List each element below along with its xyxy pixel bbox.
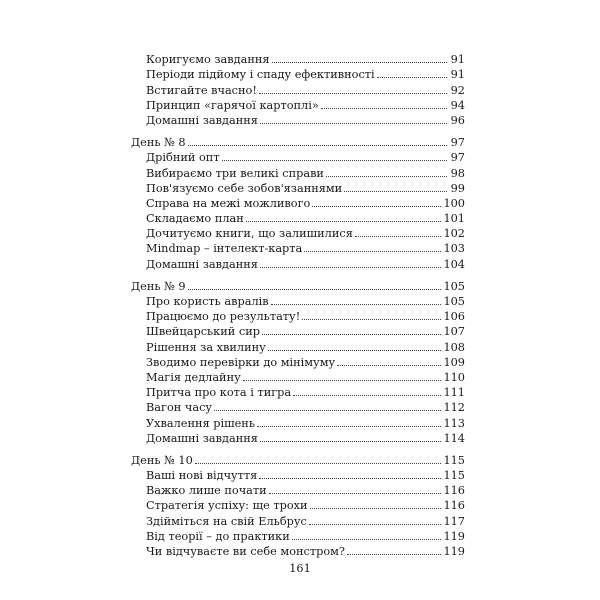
- toc-entry: [131, 225, 465, 240]
- toc-entry-page-number: 97: [450, 151, 465, 165]
- toc-entry-title: Ухвалення рішень: [146, 416, 255, 430]
- toc-entry-page-number: 105: [443, 295, 465, 308]
- toc-entry-title: Зводимо перевірки до мінімуму: [146, 355, 336, 369]
- dot-leader: [260, 123, 447, 124]
- toc-entry-page-number: 106: [443, 310, 465, 324]
- toc-entry: [131, 112, 465, 127]
- toc-entry-title: Періоди підйому і спаду ефективності: [146, 68, 375, 82]
- toc-entry-title: Про користь авралів: [146, 295, 269, 308]
- dot-leader: [271, 304, 442, 305]
- toc-entry-page-number: 99: [450, 181, 465, 195]
- toc-entry-title: Притча про кота і тигра: [146, 386, 292, 400]
- toc-entry-page-number: 116: [443, 499, 465, 513]
- toc-entry-title: Встигайте вчасно!: [146, 83, 257, 97]
- toc-entry-title: Домашні завдання: [146, 257, 258, 271]
- toc-entry-page-number: 94: [450, 98, 465, 112]
- toc-entry-page-number: 96: [450, 113, 465, 127]
- toc-entry-title: Справа на межі можливого: [146, 196, 311, 210]
- toc-entry: [131, 384, 465, 399]
- dot-leader: [310, 508, 442, 509]
- toc-chapter-heading-title: День № 10: [131, 453, 193, 467]
- toc-entry: [131, 210, 465, 225]
- toc-entry: [131, 293, 465, 308]
- toc-entry-page-number: 104: [443, 257, 465, 271]
- dot-leader: [246, 221, 442, 222]
- toc-entry-page-number: 114: [443, 431, 465, 445]
- toc-entry-page-number: 113: [443, 416, 465, 430]
- toc-entry-title: Дочитуємо книги, що залишилися: [146, 227, 353, 241]
- toc-entry-title: Швейцарський сир: [146, 325, 260, 339]
- toc-entry: [131, 255, 465, 270]
- toc-entry: [131, 97, 465, 112]
- dot-leader: [268, 350, 442, 351]
- dot-leader: [214, 410, 441, 411]
- dot-leader: [355, 236, 442, 237]
- toc-entry-title: Домашні завдання: [146, 431, 258, 445]
- dot-leader: [243, 380, 442, 381]
- dot-leader: [321, 108, 447, 109]
- toc-chapter-heading-title: День № 8: [131, 136, 186, 150]
- dot-leader: [377, 77, 447, 78]
- toc-entry: [131, 180, 465, 195]
- toc-entry: [131, 467, 465, 482]
- toc-entry-title: Принцип «гарячої картоплі»: [146, 98, 319, 112]
- dot-leader: [257, 426, 441, 427]
- toc-entry: [131, 354, 465, 369]
- toc-entry-page-number: 101: [443, 212, 465, 226]
- toc-entry: [131, 149, 465, 164]
- dot-leader: [304, 251, 441, 252]
- toc-entry-page-number: 102: [443, 227, 465, 241]
- toc-entry: [131, 81, 465, 96]
- toc-chapter-heading: [131, 134, 465, 149]
- toc-entry-title: Від теорії – до практики: [146, 529, 290, 543]
- toc-entry: [131, 323, 465, 338]
- dot-leader: [222, 160, 447, 161]
- section-divider: [131, 271, 465, 278]
- toc-entry-title: Працюємо до результату!: [146, 310, 301, 324]
- toc-entry-title: Пов'язуємо себе зобов'язаннями: [146, 181, 343, 195]
- dot-leader: [188, 145, 447, 146]
- dot-leader: [293, 395, 441, 396]
- toc-entry-title: Магія дедлайну: [146, 370, 241, 384]
- toc-entry-page-number: 103: [443, 242, 465, 256]
- dot-leader: [337, 365, 441, 366]
- toc-entry: [131, 66, 465, 81]
- toc-entry-title: Стратегія успіху: ще трохи: [146, 499, 308, 513]
- toc-entry-title: Важко лише почати: [146, 484, 267, 498]
- toc-entry: [131, 497, 465, 512]
- section-divider: [131, 445, 465, 452]
- toc-entry: [131, 369, 465, 384]
- toc-entry-title: Mindmap – інтелект-карта: [146, 242, 303, 256]
- dot-leader: [312, 206, 441, 207]
- toc-chapter-heading-page-number: 115: [443, 453, 465, 467]
- toc-chapter-heading: [131, 452, 465, 467]
- toc-entry-title: Вибираємо три великі справи: [146, 166, 324, 180]
- toc-entry-title: Коригуємо завдання: [146, 53, 270, 67]
- dot-leader: [344, 191, 447, 192]
- toc-entry: [131, 528, 465, 543]
- toc-entry: [131, 399, 465, 414]
- toc-entry: [131, 240, 465, 255]
- toc-entry-page-number: 110: [443, 370, 465, 384]
- toc-chapter-heading: [131, 278, 465, 293]
- toc-entry-page-number: 119: [443, 545, 465, 558]
- dot-leader: [269, 493, 442, 494]
- toc-entry-page-number: 116: [443, 484, 465, 498]
- toc-entry-page-number: 107: [443, 325, 465, 339]
- toc-entry-title: Дрібний опт: [146, 151, 220, 165]
- dot-leader: [259, 478, 441, 479]
- toc-entry: [131, 308, 465, 323]
- toc-chapter-heading-page-number: 97: [450, 136, 465, 150]
- toc-entry-page-number: 98: [450, 166, 465, 180]
- toc-entry-page-number: 108: [443, 340, 465, 354]
- toc-entry: [131, 414, 465, 429]
- toc-entry-page-number: 100: [443, 196, 465, 210]
- toc-entry: [131, 512, 465, 527]
- dot-leader: [262, 334, 441, 335]
- toc-entry-page-number: 117: [443, 514, 465, 528]
- toc-entry-title: Здійміться на свій Ельбрус: [146, 514, 307, 528]
- dot-leader: [195, 463, 442, 464]
- toc-entry: [131, 195, 465, 210]
- toc-entry-title: Вагон часу: [146, 401, 213, 415]
- dot-leader: [272, 62, 447, 63]
- toc-entry: [131, 164, 465, 179]
- page-number: 161: [289, 562, 311, 575]
- dot-leader: [259, 93, 447, 94]
- toc-entry-title: Складаємо план: [146, 212, 244, 226]
- toc-entry-title: Чи відчуваєте ви себе монстром?: [146, 545, 345, 558]
- toc-entry-page-number: 112: [443, 401, 465, 415]
- table-of-contents: [131, 51, 465, 558]
- toc-entry-page-number: 109: [443, 355, 465, 369]
- toc-entry-page-number: 91: [450, 68, 465, 82]
- dot-leader: [347, 554, 441, 555]
- dot-leader: [260, 441, 442, 442]
- toc-entry: [131, 430, 465, 445]
- toc-entry-title: Рішення за хвилину: [146, 340, 266, 354]
- toc-entry: [131, 338, 465, 353]
- section-divider: [131, 127, 465, 134]
- toc-entry: [131, 51, 465, 66]
- toc-entry-page-number: 92: [450, 83, 465, 97]
- dot-leader: [326, 176, 447, 177]
- toc-entry-page-number: 115: [443, 469, 465, 483]
- toc-entry: [131, 482, 465, 497]
- dot-leader: [292, 539, 442, 540]
- toc-entry-title: Домашні завдання: [146, 113, 258, 127]
- toc-entry-page-number: 111: [443, 386, 465, 400]
- toc-entry-page-number: 91: [450, 53, 465, 67]
- dot-leader: [260, 267, 442, 268]
- toc-entry-title: Ваші нові відчуття: [146, 469, 258, 483]
- toc-entry-page-number: 119: [443, 529, 465, 543]
- toc-entry: [131, 543, 465, 558]
- dot-leader: [309, 524, 442, 525]
- dot-leader: [302, 319, 441, 320]
- dot-leader: [188, 289, 442, 290]
- toc-chapter-heading-page-number: 105: [443, 279, 465, 293]
- toc-chapter-heading-title: День № 9: [131, 279, 186, 293]
